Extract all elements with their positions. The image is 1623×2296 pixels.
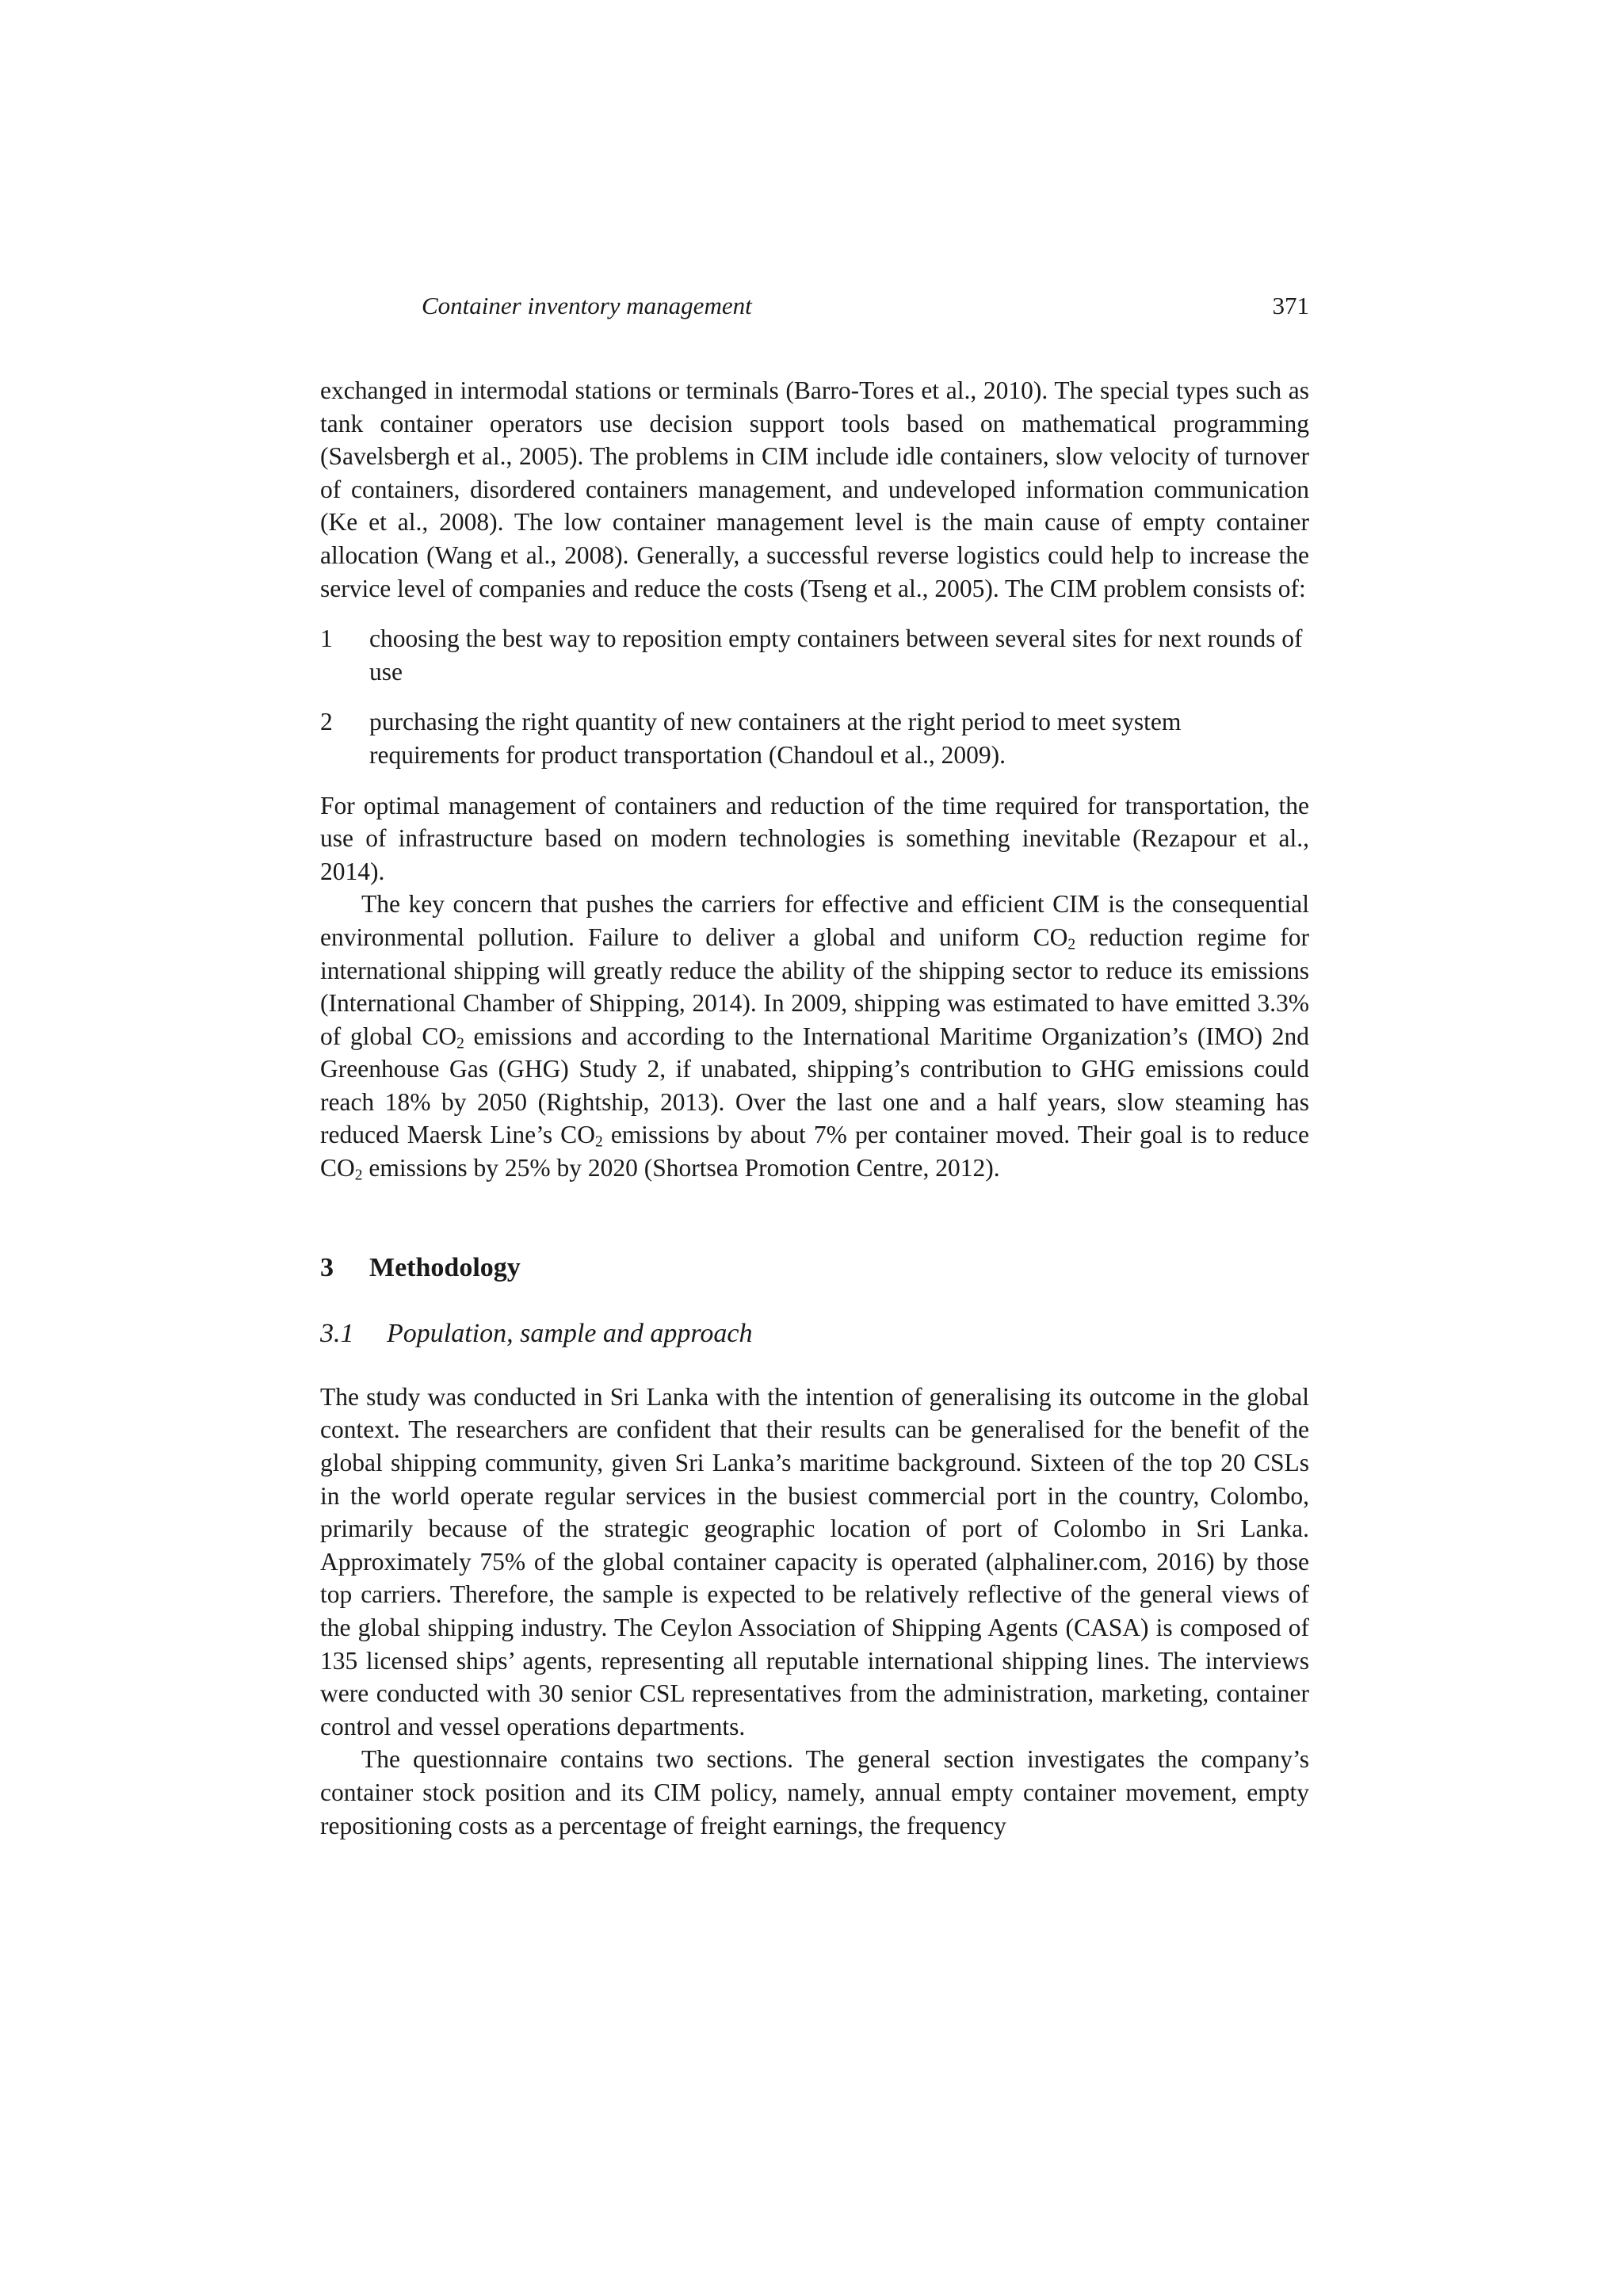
page xyxy=(320,292,1309,1842)
subscript-2: 2 xyxy=(354,1167,363,1184)
numbered-list xyxy=(320,622,1309,771)
subscript-2: 2 xyxy=(594,1133,603,1151)
subscript-2: 2 xyxy=(1067,936,1076,953)
paragraph-study-setting: The study was conducted in Sri Lanka with the intention of generalising its outcome in the global context. The researchers are confident that their results can be generalised for the benefit of the global shipping community, given Sri Lanka’s maritime background. Sixteen of the top 20 CSLs in the world operate regular services in the busiest commercial port in the country, Colombo, primarily because of the strategic geographic location of port of Colombo in Sri Lanka. Approximately 75% of the global container capacity is operated (alphaliner.com, 2016) by those top carriers. Therefore, the sample is expected to be relatively reflective of the general views of the global shipping industry. The Ceylon Association of Shipping Agents (CASA) is composed of 135 licensed ships’ agents, representing all reputable international shipping lines. The interviews were conducted with 30 senior CSL representatives from the administration, marketing, container control and vessel operations departments. xyxy=(320,1382,1309,1740)
subsection-number: 3.1 xyxy=(320,1319,354,1349)
text-run: emissions by 25% by 2020 (Shortsea Promotion Centre, 2012). xyxy=(362,1154,1000,1182)
text-run: reduction regime for international shipping will greatly reduce the ability of the shipping sector to reduce its emissions (International Chamber of Shipping, 2014). In 2009, shipping was estimated to have emitted 3.3% of global CO xyxy=(320,923,1310,1050)
running-title: Container inventory management xyxy=(422,292,752,319)
page-number: 371 xyxy=(1272,292,1309,319)
text-run: emissions by about 7% per container moved. Their goal is to reduce CO xyxy=(320,1121,1309,1182)
section-number: 3 xyxy=(320,1252,334,1282)
subsection-title: Population, sample and approach xyxy=(387,1319,753,1349)
paragraph-environmental-pollution xyxy=(320,888,1309,1184)
list-item-text: choosing the best way to reposition empty containers between several sites for next rounds of use xyxy=(369,625,1303,686)
paragraph-questionnaire: The questionnaire contains two sections. The general section investigates the company’s container stock position and its CIM policy, namely, annual empty container movement, empty repositioning costs as a percentage of freight earnings, the frequency xyxy=(320,1745,1309,1839)
list-item xyxy=(320,705,1309,771)
section-title: Methodology xyxy=(369,1252,521,1282)
running-header xyxy=(320,292,1309,330)
text-run: emissions and according to the International Maritime Organization’s (IMO) 2nd Greenhouse Gas (GHG) Study 2, if unabated, shipping’s contribution to GHG emissions could reach 18% by 2050 (Rightship, 2013). Over the last one and a half years, slow steaming has reduced Maersk Line’s CO xyxy=(320,1022,1310,1149)
list-item-number: 2 xyxy=(320,708,333,736)
body-text xyxy=(320,374,1309,1842)
list-item-text: purchasing the right quantity of new containers at the right period to meet system requirements for product transportation (Chandoul et al., 2009). xyxy=(369,708,1182,769)
list-item-number: 1 xyxy=(320,625,333,653)
paragraph-optimal-management: For optimal management of containers and reduction of the time required for transportation, the use of infrastructure based on modern technologies is something inevitable (Rezapour et al., 2014). xyxy=(320,791,1309,885)
section-heading xyxy=(320,1251,1309,1285)
paragraph-intro: exchanged in intermodal stations or terminals (Barro-Tores et al., 2010). The special types such as tank container operators use decision support tools based on mathematical programming (Savelsbergh et al., 2005). The problems in CIM include idle containers, slow velocity of turnover of containers, disordered containers management, and undeveloped information communication (Ke et al., 2008). The low container management level is the main cause of empty container allocation (Wang et al., 2008). Generally, a successful reverse logistics could help to increase the service level of companies and reduce the costs (Tseng et al., 2005). The CIM problem consists of: xyxy=(320,376,1309,602)
list-item xyxy=(320,622,1309,688)
subscript-2: 2 xyxy=(456,1034,464,1052)
subsection-heading xyxy=(320,1317,1309,1350)
text-run: The key concern that pushes the carriers for effective and efficient CIM is the consequential environmental pollution. Failure to deliver a global and uniform CO xyxy=(320,890,1309,951)
